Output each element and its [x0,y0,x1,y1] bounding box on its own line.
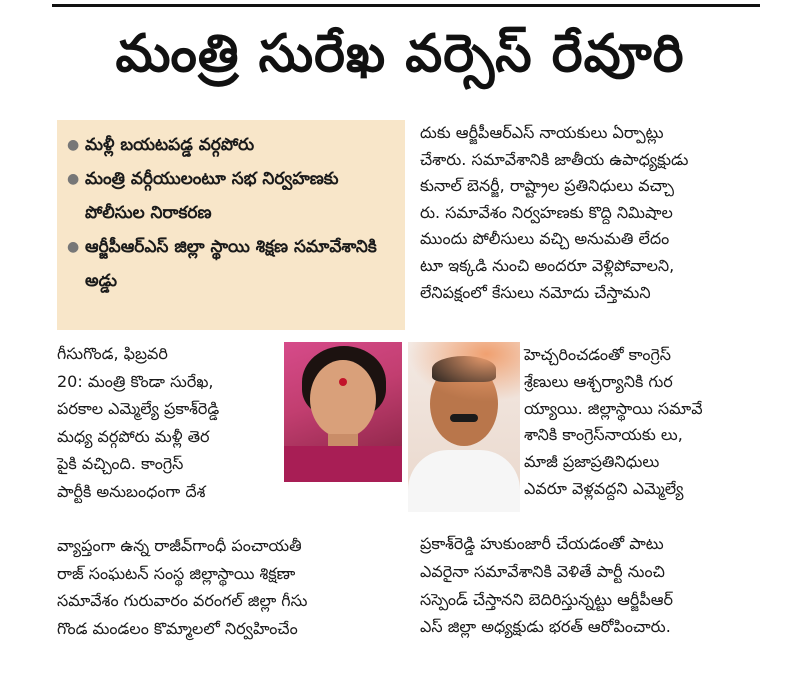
top-rule [52,4,760,7]
text-line: గొండ మండలం కొమ్మాలలో నిర్వహించేం [57,618,298,638]
text-line: కునాల్ బెనర్జీ, రాష్ట్రాల ప్రతినిధులు వచ్చా [420,176,675,196]
text-line: ఎవరూ వెళ్లవద్దని ఎమ్మెల్యే [524,478,684,498]
text-line: దుకు ఆర్జీపీఆర్ఎస్ నాయకులు ఏర్పాట్లు [420,123,664,142]
text-line: ఎవరైనా సమావేశానికి వెళితే పార్టీ నుంచి [420,561,665,581]
text-line: శానికి కాంగ్రెస్‌నాయకు లు, [524,425,683,445]
article-bottom-left [57,532,407,642]
highlight-text: మంత్రి వర్గీయులంటూ సభ నిర్వహణకు పోలీసుల నిరాకరణ [85,169,339,223]
highlight-text: మళ్లీ బయటపడ్డ వర్గపోరు [85,135,255,155]
text-line: పార్టీకి అనుబంధంగా దేశ [57,481,206,501]
text-line: ఎస్ జిల్లా అధ్యక్షుడు భరత్ ఆరోపించారు. [420,617,671,637]
text-line: చేశారు. సమావేశానికి జాతీయ ఉపాధ్యక్షుడు [420,149,689,169]
text-line: రాజ్ సంఘటన్ సంస్థ జిల్లాస్థాయి శిక్షణా [57,563,296,583]
text-line: రు. సమావేశం నిర్వహణకు కొద్ది నిమిషాల [420,202,673,222]
bullet-icon: ● [67,239,80,255]
man-portrait-photo [408,342,520,512]
text-line: సమావేశం గురువారం వరంగల్ జిల్లా గీసు [57,591,308,610]
text-line: ప్రకాశ్‌రెడ్డి హుకుంజారీ చేయడంతో పాటు [420,534,664,553]
article-column-right [420,120,770,306]
text-line: మాజీ ప్రజాప్రతినిధులు [524,452,660,472]
highlights-box [57,120,405,330]
bullet-icon: ● [67,171,80,187]
article-column-left [57,340,277,505]
text-line: య్యాయి. జిల్లాస్థాయి సమావే [524,398,703,418]
bullet-icon: ● [67,137,80,153]
highlight-text: ఆర్జీపీఆర్ఎస్ జిల్లా స్థాయి శిక్షణ సమావేశానికి అడ్డు [85,237,377,291]
article-bottom-right [420,530,770,641]
text-line: వ్యాప్తంగా ఉన్న రాజీవ్‌గాంధీ పంచాయతీ [57,536,302,555]
text-line: 20: మంత్రి కొండా సురేఖ, [57,371,214,391]
text-line: ముందు పోలీసులు వచ్చి అనుమతి లేదం [420,229,670,249]
text-line: టూ ఇక్కడి నుంచి అందరూ వెళ్లిపోవాలని, [420,255,675,275]
text-line: లేనిపక్షంలో కేసులు నమోదు చేస్తామని [420,282,651,302]
text-line: సస్పెండ్ చేస్తానని బెదిరిస్తున్నట్టు ఆర్జీపీఆర్ [420,589,674,609]
text-line: శ్రేణులు ఆశ్చర్యానికి గుర [524,371,673,391]
text-line: పైకి వచ్చింది. కాంగ్రెస్ [57,454,184,473]
highlight-item [67,162,395,230]
highlight-item [67,128,395,162]
dateline: గీసుగొండ, ఫిబ్రవరి [57,344,168,363]
page-title: మంత్రి సురేఖ వర్సెస్ రేవూరి [115,24,685,84]
woman-portrait-photo [284,342,402,482]
article-column-middle [524,342,770,503]
highlight-item [67,230,395,298]
text-line: హెచ్చరించడంతో కాంగ్రెస్ [524,345,672,364]
text-line: మధ్య వర్గపోరు మళ్లీ తెర [57,426,210,446]
text-line: పరకాల ఎమ్మెల్యే ప్రకాశ్‌రెడ్డి [57,399,220,418]
